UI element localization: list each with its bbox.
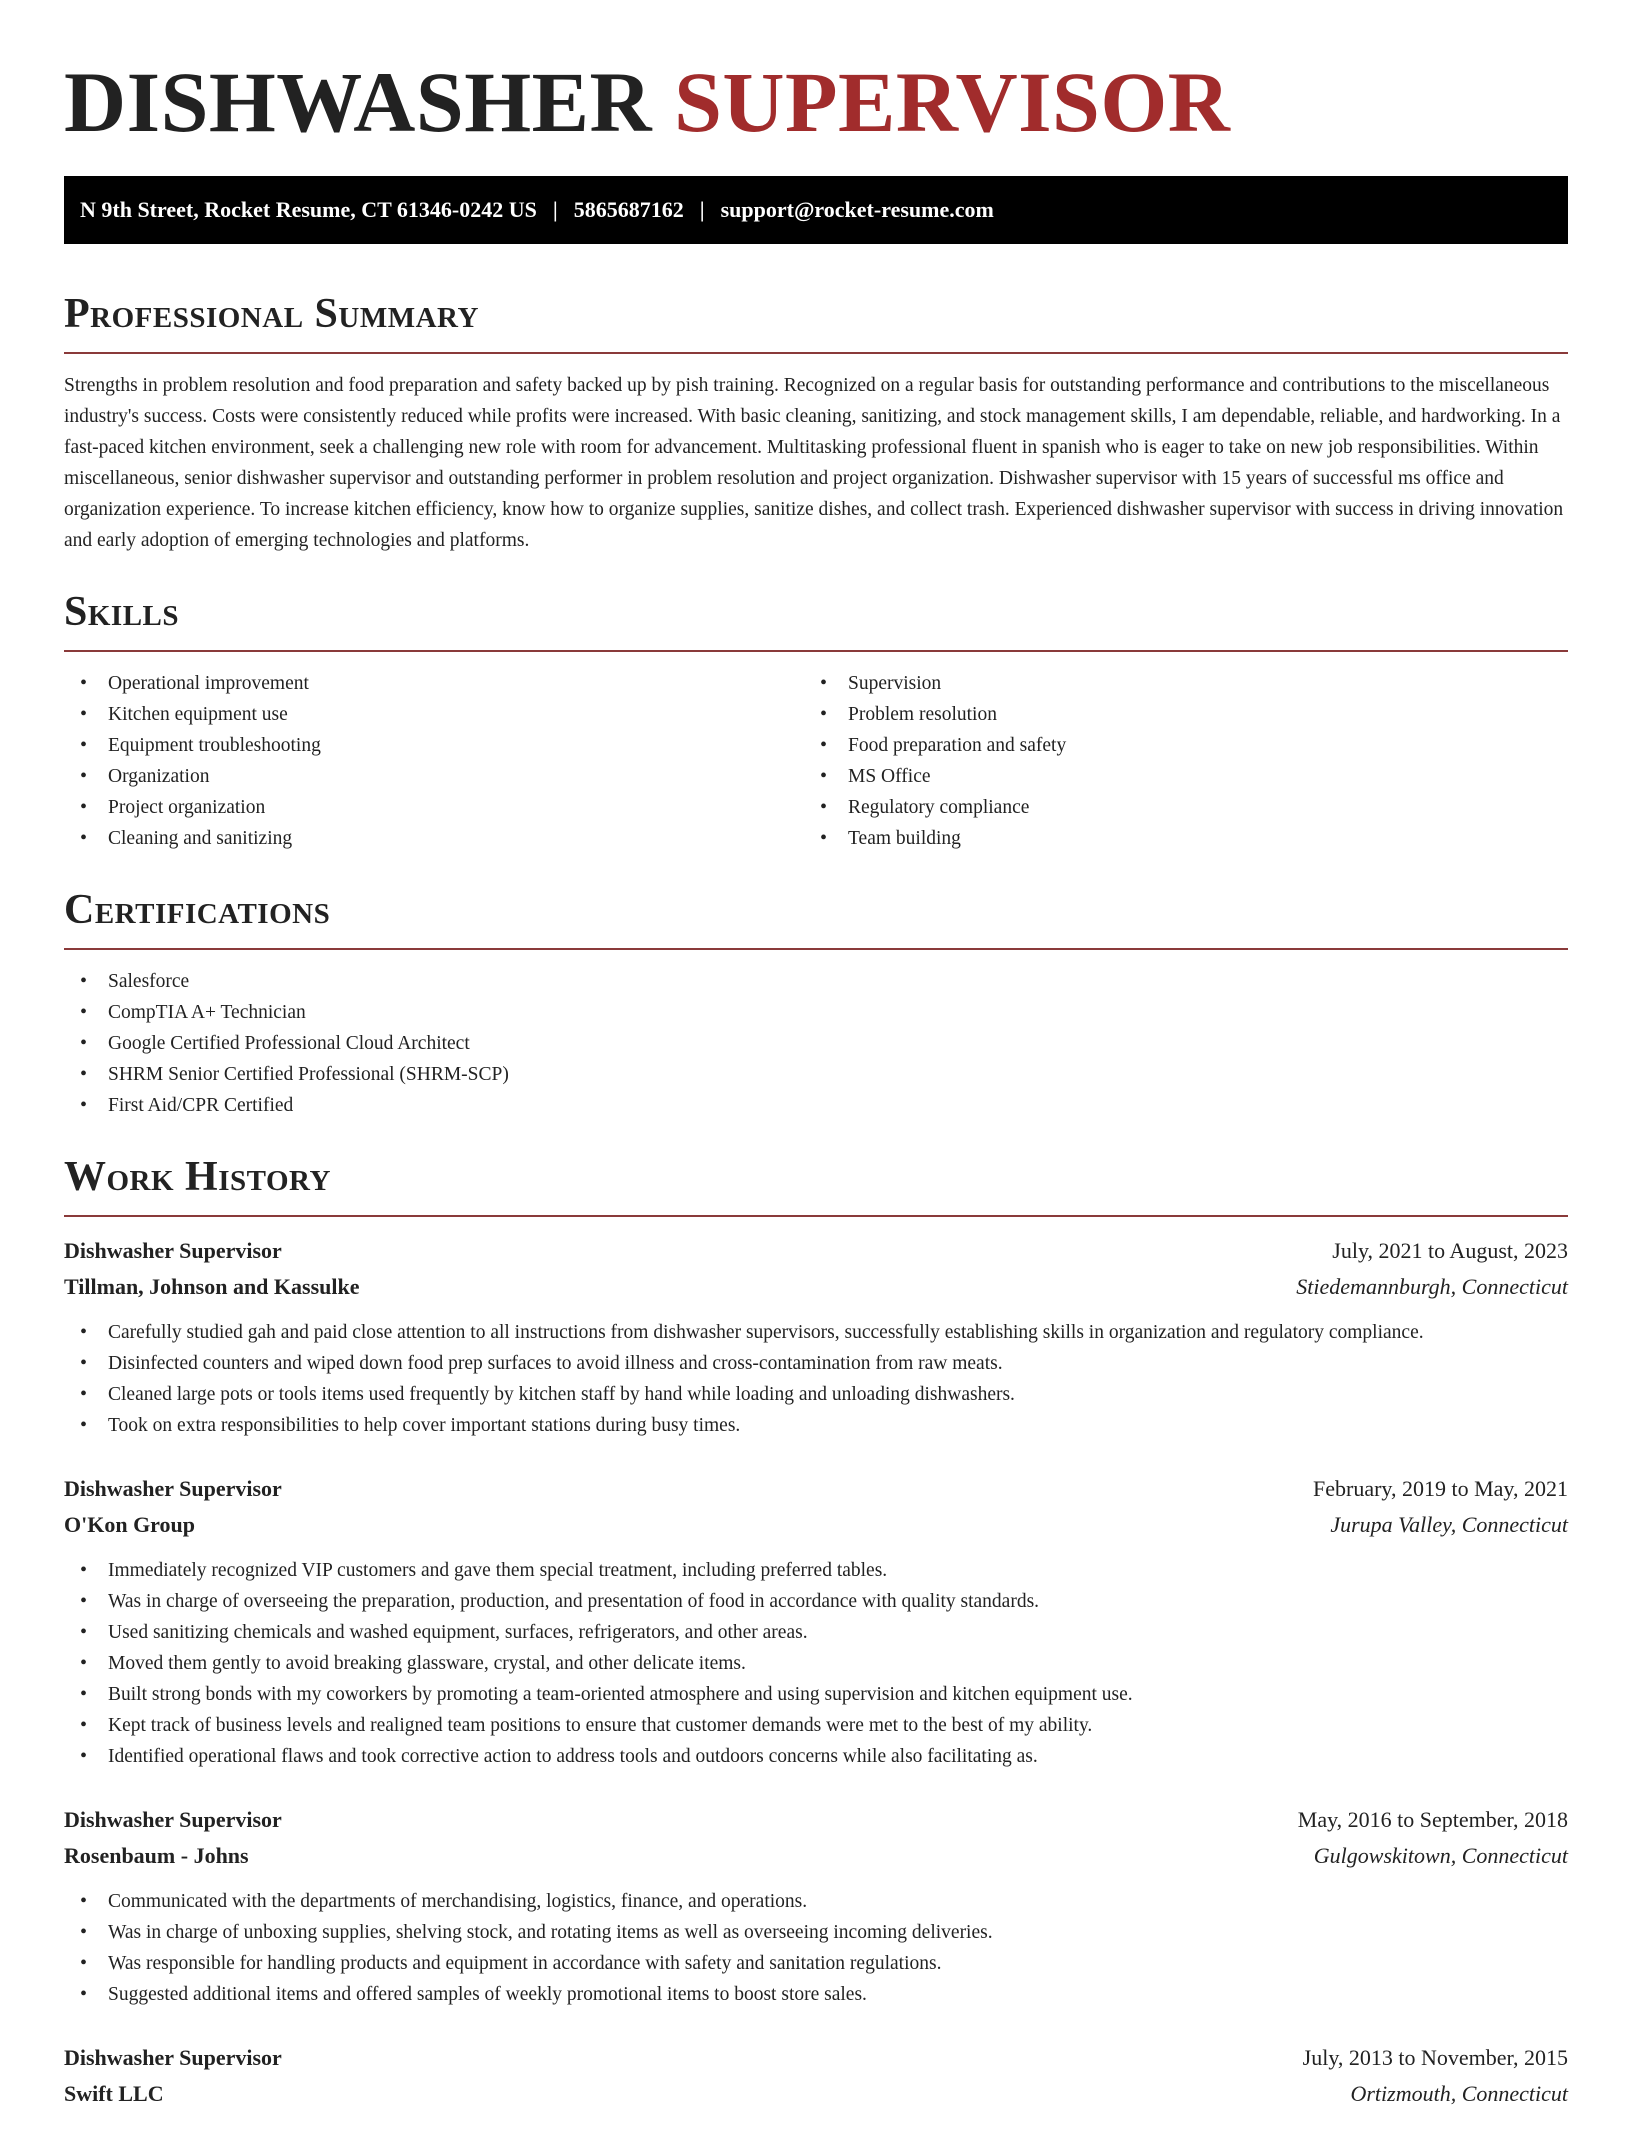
job-entry — [64, 2040, 1568, 2112]
name-last: SUPERVISOR — [674, 54, 1231, 150]
certification-item: • Salesforce — [64, 966, 1568, 997]
job-location: Ortizmouth, Connecticut — [1350, 2081, 1568, 2106]
job-company-row — [64, 1269, 1568, 1305]
section-title: Professional Summary — [64, 291, 479, 337]
section-title: Certifications — [64, 887, 331, 933]
job-bullet: • Immediately recognized VIP customers and gave them special treatment, including preferred tables. — [64, 1555, 1568, 1586]
skill-item: • Kitchen equipment use — [64, 699, 804, 730]
job-title: Dishwasher Supervisor — [64, 1238, 282, 1263]
job-bullet: • Was in charge of overseeing the preparation, production, and presentation of food in accordance with quality standards. — [64, 1586, 1568, 1617]
skill-item: • Cleaning and sanitizing — [64, 823, 804, 854]
contact-address: N 9th Street, Rocket Resume, CT 61346-0242 US — [80, 197, 537, 222]
job-bullet: • Kept track of business levels and realigned team positions to ensure that customer demands were met to the best of my ability. — [64, 1710, 1568, 1741]
work-history-section — [64, 1149, 1568, 2112]
skill-item: • Food preparation and safety — [804, 730, 1544, 761]
job-company: O'Kon Group — [64, 1512, 196, 1537]
job-bullet: • Used sanitizing chemicals and washed equipment, surfaces, refrigerators, and other areas. — [64, 1617, 1568, 1648]
skill-item: • Project organization — [64, 792, 804, 823]
job-company: Rosenbaum - Johns — [64, 1843, 249, 1868]
job-dates: May, 2016 to September, 2018 — [1297, 1807, 1568, 1832]
skill-item: • Organization — [64, 761, 804, 792]
job-header-row — [64, 1233, 1568, 1269]
skill-item: • Team building — [804, 823, 1544, 854]
summary-section — [64, 286, 1568, 556]
job-title: Dishwasher Supervisor — [64, 1807, 282, 1832]
section-divider — [64, 650, 1568, 652]
job-bullet: • Was in charge of unboxing supplies, shelving stock, and rotating items as well as overseeing incoming deliveries. — [64, 1917, 1568, 1948]
summary-text: Strengths in problem resolution and food preparation and safety backed up by pish training. Recognized on a regular basis for outstanding performance and contributions to the miscellaneous industry's success. Costs were consistently reduced while profits were increased. With basic cleaning, sanitizing, and stock management skills, I am dependable, reliable, and hardworking. In a fast-paced kitchen environment, seek a challenging new role with room for advancement. Multitasking professional fluent in spanish who is eager to take on new job responsibilities. Within miscellaneous, senior dishwasher supervisor and outstanding performer in problem resolution and project organization. Dishwasher supervisor with 15 years of successful ms office and organization experience. To increase kitchen efficiency, know how to organize supplies, sanitize dishes, and collect trash. Experienced dishwasher supervisor with success in driving innovation and early adoption of emerging technologies and platforms. — [64, 375, 1564, 551]
job-dates: July, 2021 to August, 2023 — [1332, 1238, 1568, 1263]
job-company-row — [64, 2076, 1568, 2112]
job-bullets — [64, 1886, 1568, 2010]
job-bullets — [64, 1317, 1568, 1441]
job-bullet: • Communicated with the departments of merchandising, logistics, finance, and operations. — [64, 1886, 1568, 1917]
contact-email: support@rocket-resume.com — [720, 197, 994, 222]
job-header-row — [64, 1802, 1568, 1838]
job-entry — [64, 1471, 1568, 1772]
job-dates: July, 2013 to November, 2015 — [1302, 2045, 1568, 2070]
section-divider — [64, 948, 1568, 950]
job-bullet: • Was responsible for handling products and equipment in accordance with safety and sanitation regulations. — [64, 1948, 1568, 1979]
job-title: Dishwasher Supervisor — [64, 2045, 282, 2070]
job-entry — [64, 1233, 1568, 1441]
job-bullet: • Moved them gently to avoid breaking glassware, crystal, and other delicate items. — [64, 1648, 1568, 1679]
job-bullet: • Built strong bonds with my coworkers by promoting a team-oriented atmosphere and using supervision and kitchen equipment use. — [64, 1679, 1568, 1710]
job-bullet: • Suggested additional items and offered samples of weekly promotional items to boost store sales. — [64, 1979, 1568, 2010]
job-location: Stiedemannburgh, Connecticut — [1296, 1274, 1568, 1299]
job-bullet: • Carefully studied gah and paid close attention to all instructions from dishwasher supervisors, successfully establishing skills in organization and regulatory compliance. — [64, 1317, 1568, 1348]
job-company-row — [64, 1507, 1568, 1543]
contact-separator: | — [699, 197, 705, 222]
job-company-row — [64, 1838, 1568, 1874]
contact-bar — [64, 176, 1568, 244]
certifications-list — [64, 966, 1568, 1121]
job-bullet: • Identified operational flaws and took corrective action to address tools and outdoors concerns while also facilitating as. — [64, 1741, 1568, 1772]
certification-item: • SHRM Senior Certified Professional (SHRM-SCP) — [64, 1059, 1568, 1090]
job-title: Dishwasher Supervisor — [64, 1476, 282, 1501]
skills-column-right — [804, 668, 1544, 854]
section-divider — [64, 1215, 1568, 1217]
certification-item: • Google Certified Professional Cloud Architect — [64, 1028, 1568, 1059]
certifications-section — [64, 882, 1568, 1121]
job-bullet: • Disinfected counters and wiped down food prep surfaces to avoid illness and cross-contamination from raw meats. — [64, 1348, 1568, 1379]
skill-item: • Operational improvement — [64, 668, 804, 699]
skill-item: • Equipment troubleshooting — [64, 730, 804, 761]
section-divider — [64, 352, 1568, 354]
skills-column-left — [64, 668, 804, 854]
certification-item: • CompTIA A+ Technician — [64, 997, 1568, 1028]
job-header-row — [64, 1471, 1568, 1507]
skill-item: • Regulatory compliance — [804, 792, 1544, 823]
name-first: DISHWASHER — [64, 54, 653, 150]
resume-page — [64, 52, 1568, 2142]
section-title: Skills — [64, 589, 180, 635]
skills-list-right — [804, 668, 1544, 854]
skill-item: • Problem resolution — [804, 699, 1544, 730]
job-bullet: • Cleaned large pots or tools items used frequently by kitchen staff by hand while loading and unloading dishwashers. — [64, 1379, 1568, 1410]
job-location: Gulgowskitown, Connecticut — [1313, 1843, 1568, 1868]
job-company: Tillman, Johnson and Kassulke — [64, 1274, 360, 1299]
skills-section — [64, 584, 1568, 854]
section-title: Work History — [64, 1154, 331, 1200]
job-company: Swift LLC — [64, 2081, 164, 2106]
job-bullets — [64, 1555, 1568, 1772]
skills-list-left — [64, 668, 804, 854]
contact-phone: 5865687162 — [573, 197, 684, 222]
job-bullet: • Took on extra responsibilities to help cover important stations during busy times. — [64, 1410, 1568, 1441]
contact-separator: | — [552, 197, 558, 222]
skill-item: • MS Office — [804, 761, 1544, 792]
skills-grid — [64, 668, 1568, 854]
job-dates: February, 2019 to May, 2021 — [1313, 1476, 1568, 1501]
skill-item: • Supervision — [804, 668, 1544, 699]
job-location: Jurupa Valley, Connecticut — [1330, 1512, 1568, 1537]
certification-item: • First Aid/CPR Certified — [64, 1090, 1568, 1121]
job-header-row — [64, 2040, 1568, 2076]
resume-name — [64, 52, 1568, 152]
job-entry — [64, 1802, 1568, 2010]
